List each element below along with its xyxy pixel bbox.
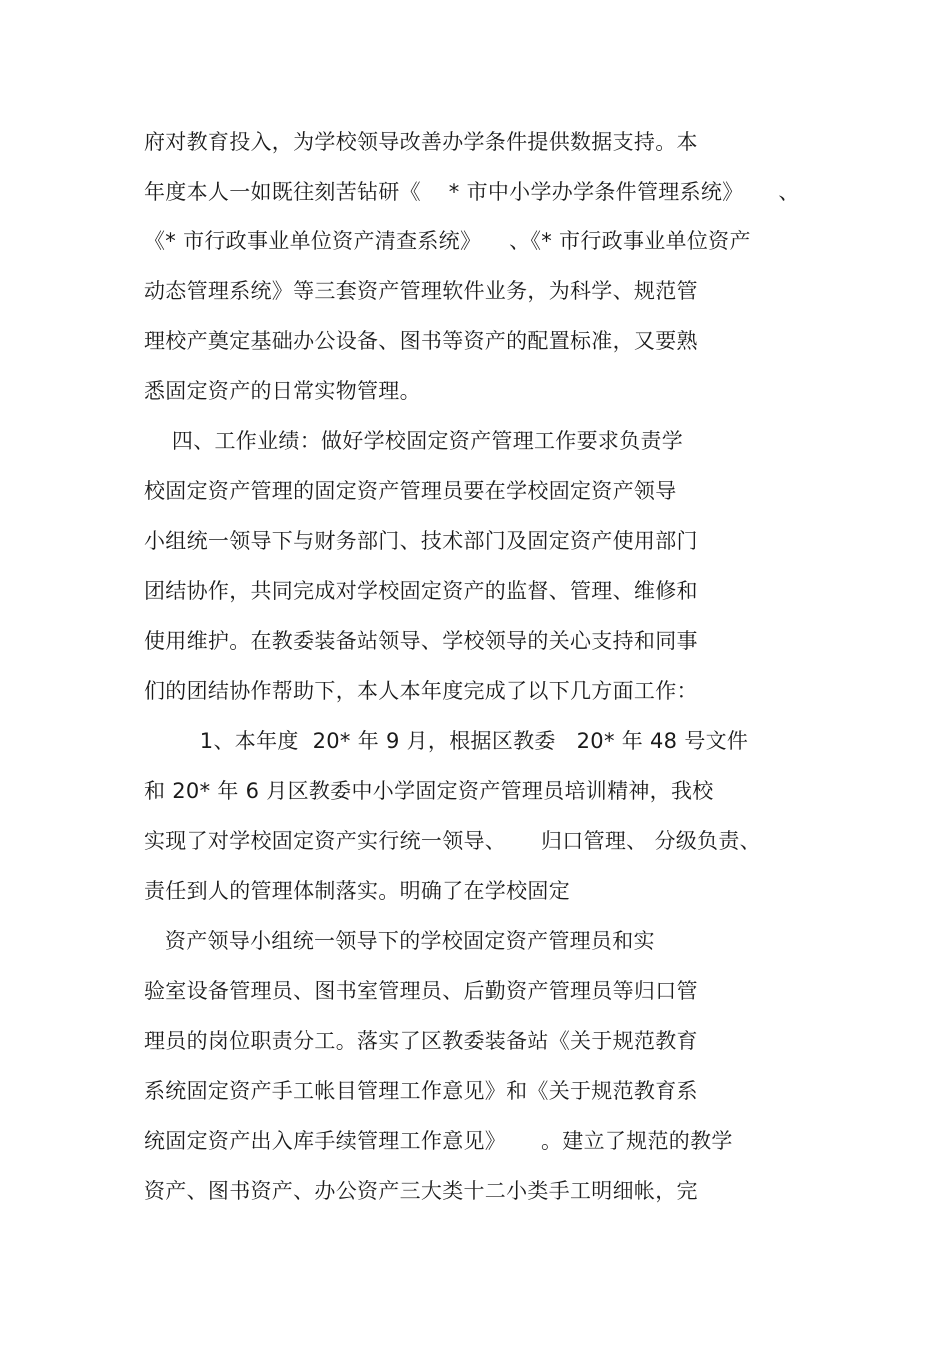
text-line: 实现了对学校固定资产实行统一领导、 归口管理、 分级负责、 xyxy=(144,829,761,853)
text-line: 统固定资产出入库手续管理工作意见》 。建立了规范的教学 xyxy=(144,1129,733,1153)
text-line: 悉固定资产的日常实物管理。 xyxy=(144,379,421,403)
text-line: 年度本人一如既往刻苦钻研《 * 市中小学办学条件管理系统》 、 xyxy=(144,180,800,204)
text-line: 校固定资产管理的固定资产管理员要在学校固定资产领导 xyxy=(144,479,677,503)
text-line: 使用维护。在教委装备站领导、学校领导的关心支持和同事 xyxy=(144,629,698,653)
text-line: 四、工作业绩：做好学校固定资产管理工作要求负责学 xyxy=(144,429,684,453)
text-line: 理员的岗位职责分工。落实了区教委装备站《关于规范教育 xyxy=(144,1029,698,1053)
text-line: 和 20* 年 6 月区教委中小学固定资产管理员培训精神，我校 xyxy=(144,779,714,803)
text-line: 资产领导小组统一领导下的学校固定资产管理员和实 xyxy=(144,929,655,953)
text-line: 团结协作，共同完成对学校固定资产的监督、管理、维修和 xyxy=(144,579,698,603)
text-line: 资产、图书资产、办公资产三大类十二小类手工明细帐，完 xyxy=(144,1179,698,1203)
text-line: 理校产奠定基础办公设备、图书等资产的配置标准，又要熟 xyxy=(144,329,698,353)
text-line: 小组统一领导下与财务部门、技术部门及固定资产使用部门 xyxy=(144,529,698,553)
text-line: 府对教育投入，为学校领导改善办学条件提供数据支持。本 xyxy=(144,130,698,154)
text-line: 《* 市行政事业单位资产清查系统》 、《* 市行政事业单位资产 xyxy=(144,229,751,253)
text-line: 验室设备管理员、图书室管理员、后勤资产管理员等归口管 xyxy=(144,979,698,1003)
text-line: 责任到人的管理体制落实。明确了在学校固定 xyxy=(144,879,570,903)
text-line: 1、本年度 20* 年 9 月，根据区教委 20* 年 48 号文件 xyxy=(144,729,749,753)
text-line: 动态管理系统》等三套资产管理软件业务，为科学、规范管 xyxy=(144,279,698,303)
text-line: 们的团结协作帮助下，本人本年度完成了以下几方面工作： xyxy=(144,679,698,703)
text-line: 系统固定资产手工帐目管理工作意见》和《关于规范教育系 xyxy=(144,1079,698,1103)
